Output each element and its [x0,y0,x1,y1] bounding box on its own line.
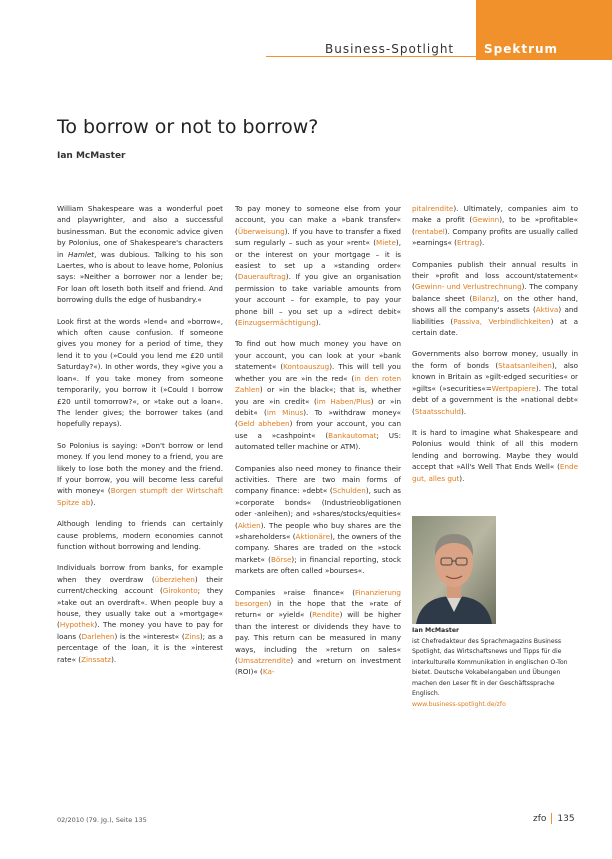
german-gloss: Rendite [312,610,340,620]
text-run: Hamlet [68,249,95,259]
text-run: ) at a certain date. [412,316,578,338]
paragraph [235,587,401,678]
text-run: ) or »in debit« ( [235,396,401,417]
text-run: ). The money you have to pay for loans ( [57,620,223,641]
german-gloss: Aktiva [535,305,559,315]
german-gloss: Miete [376,238,396,248]
paragraph [412,427,578,484]
german-gloss: Passiva, Verbindlichkeiten [453,316,551,326]
german-gloss: Staatsanleihen [498,360,552,370]
german-gloss: Wertpapiere [491,383,536,393]
article-title: To borrow or not to borrow? [57,116,319,138]
text-run: So Polonius is saying: »Don't borrow or lend money. If you lend money to a friend, you are likely to lose both the money and the friend. If your borrow, you will become less careful with money« ( [57,440,223,496]
german-gloss: Finanzierung besorgen [235,587,401,608]
text-run: ). The people who buy shares are the »shareholders« ( [235,520,401,541]
german-gloss: Bankautomat [328,430,377,440]
text-run: ), or the interest on your mortgage – it is easiest to set up a »standing order« ( [235,238,401,282]
text-run: ). Ultimately, companies aim to make a profit ( [412,204,578,225]
text-run: ), the owners of the company. Shares are traded on the »stock market« ( [235,531,401,564]
german-gloss: im Minus [266,407,304,417]
text-run: ); in financial reporting, stock markets are often called »bourses«. [235,554,401,576]
text-run: ). [460,406,467,416]
paragraph [57,203,223,306]
paragraph [412,203,578,249]
paragraph [57,518,223,552]
caption-name: Ian McMaster [412,627,460,634]
text-run: ). [90,497,96,507]
text-run: Although lending to friends can certainly cause problems, modern economies cannot function without borrowing and lending. [57,519,223,551]
german-gloss: pitalrendite [412,204,454,213]
german-gloss: im Haben/Plus [316,396,371,406]
text-run: ) in the hope that the »rate of return« or »yield« ( [235,599,401,620]
text-run: ), on the other hand, shows all the company's assets ( [412,293,578,315]
german-gloss: Borgen stumpft der Wirtschaft Spitze ab [57,486,223,507]
footer-page-number: 135 [557,814,575,824]
german-gloss: Einzugsermächtigung [237,318,316,328]
caption-text: ist Chefredakteur des Sprachmagazins Business Spotlight, das Wirtschaftsnews und Tipps für die interkulturelle Kommunikation in englischen O-Ton bietet. Deutsche Vokabelangaben und Übungen machen den Leser fit in der Geschäftssprache Englisch. [412,637,568,697]
text-run: ). If you give an organisation permission to take variable amounts from your account – for example, to pay your phone bill – you set up a »direct debit« ( [235,272,401,328]
text-run: ), also known in Britain as »gilt-edged securities« or »gilts« (»securities«= [412,360,578,393]
text-run: ) their current/checking account ( [57,574,223,596]
text-run: Look first at the words »lend« and »borrow«, which often cause confusion. If someone gives you money for a period of time, they lend it to you (»Could you lend me £20 until Saturday?«). In other words, they »give you a loan«. If you take money from someone temporarily, you borrow it (»Could I borrow £20 until tomorrow?«, or »take out a loan«. The lender gives; the borrower takes (and hopefully repays). [57,316,223,429]
german-gloss: Zins [184,631,200,641]
text-run: ). To »withdraw money« ( [235,407,401,429]
text-column-3 [412,203,578,494]
german-gloss: Geld abheben [237,419,290,429]
german-gloss: Darlehen [81,631,115,641]
text-run: ; US: automated teller machine or ATM). [235,430,401,452]
text-run: ). If you have to transfer a fixed sum regularly – such as your »rent« ( [235,226,401,248]
section-label: Business-Spotlight [325,42,455,56]
text-run: Companies publish their annual results in their »profit and loss account/statement« ( [412,259,578,292]
text-run: ; they »take out an overdraft«. When people buy a house, they usually take out a »mortgage« ( [57,586,223,630]
text-run: ) will be higher than the interest or dividends they have to pay. This return can be measured in many ways, including the »return on sales« ( [235,610,401,666]
text-run: It is hard to imagine what Shakespeare and Polonius would think of all this modern lending and borrowing. Maybe they would accept that »All's Well That Ends Well« ( [412,427,578,472]
text-column-2 [235,203,401,688]
text-run: ). [111,654,117,664]
german-gloss: Bilanz [472,293,495,303]
text-run: ). The company balance sheet ( [412,282,578,303]
german-gloss: Ka- [262,667,275,677]
header-rule [266,56,476,57]
text-run: Governments also borrow money, usually in the form of bonds ( [412,349,578,370]
text-run: ). The total debt of a government is the »national debt« ( [412,383,578,416]
text-run: ). [479,238,485,248]
author-portrait-image [412,516,496,624]
footer-page [533,813,575,824]
author-caption [412,626,582,710]
paragraph [412,348,578,416]
footer-separator [551,813,552,824]
german-gloss: Staatsschuld [414,406,461,416]
german-gloss: Zinssatz [81,654,112,664]
german-gloss: Ertrag [456,238,480,248]
caption-link[interactable]: www.business-spotlight.de/zfo [412,700,506,708]
german-gloss: Hypothek [59,620,95,630]
footer-issue: 02/2010 (79. Jg.), Seite 135 [57,816,147,824]
text-run: ). Company profits are usually called »earnings« ( [412,226,578,248]
german-gloss: in den roten Zahlen [235,373,402,395]
text-run: Companies also need money to finance their activities. There are two main forms of company finance: »debt« ( [235,463,401,496]
german-gloss: Girokonto [162,586,198,596]
text-column-1 [57,203,223,675]
paragraph [412,259,578,339]
rubric-label: Spektrum [484,42,559,56]
text-run: ). [315,318,321,328]
article-author: Ian McMaster [57,151,126,161]
author-photo [412,516,496,624]
text-run: To pay money to someone else from your account, you can make a »bank transfer« ( [235,204,401,236]
text-run: ); as a percentage of the loan, it is the »interest rate« ( [57,631,223,664]
text-run: ). This will tell you whether you are »in the red« ( [235,362,401,383]
text-run: ) and »return on investment (ROI)« ( [235,656,401,677]
paragraph [235,463,401,577]
german-gloss: Gewinn [472,215,500,225]
german-gloss: Umsatzrendite [237,656,291,666]
german-gloss: Kontoauszug [283,362,330,372]
german-gloss: Gewinn- und Verlustrechnung [414,282,522,292]
text-run: ) or »in the black«; that is, whether you are »in credit« ( [235,385,401,406]
text-run: , was dubious. Talking to his son Laertes, who is about to leave home, Polonius says: »Neither a borrower nor a lender be; For loan oft loseth both itself and friend. And borrowing dulls the edge of husbandry.« [57,249,223,305]
paragraph [57,316,223,430]
text-run: ) is the »interest« ( [114,631,185,641]
text-run: Individuals borrow from banks, for example when they overdraw ( [57,563,223,584]
text-run: ), such as »corporate bonds« (Industrieobligationen oder -anleihen); and »shares/stocks/equities« ( [235,486,401,530]
paragraph [57,562,223,665]
german-gloss: Schulden [332,486,366,496]
text-run: To find out how much money you have on your account, you can look at your »bank statement« ( [235,339,401,372]
german-gloss: Dauerauftrag [237,272,286,282]
german-gloss: Überweisung [237,226,285,236]
text-run: ) from your account, you can use a »cashpoint« ( [235,419,401,440]
german-gloss: Aktionäre [295,531,330,541]
text-run: ). [459,473,465,483]
text-run: ) and liabilities ( [412,305,578,326]
text-run: ), to be »profitable« ( [412,215,578,236]
german-gloss: überziehen [154,574,195,584]
paragraph [57,440,223,508]
paragraph [235,338,401,452]
german-gloss: rentabel [414,226,445,236]
text-run: Companies »raise finance« ( [235,587,356,597]
german-gloss: Ende gut, alles gut [412,462,578,483]
text-run: William Shakespeare was a wonderful poet and playwrighter, and also a successful businessman. But the economic advice given by Polonius, one of Shakespeare's characters in [57,204,223,259]
footer-journal: zfo [533,814,547,824]
german-gloss: Aktien [237,520,261,530]
paragraph [235,203,401,328]
german-gloss: Börse [270,554,292,564]
